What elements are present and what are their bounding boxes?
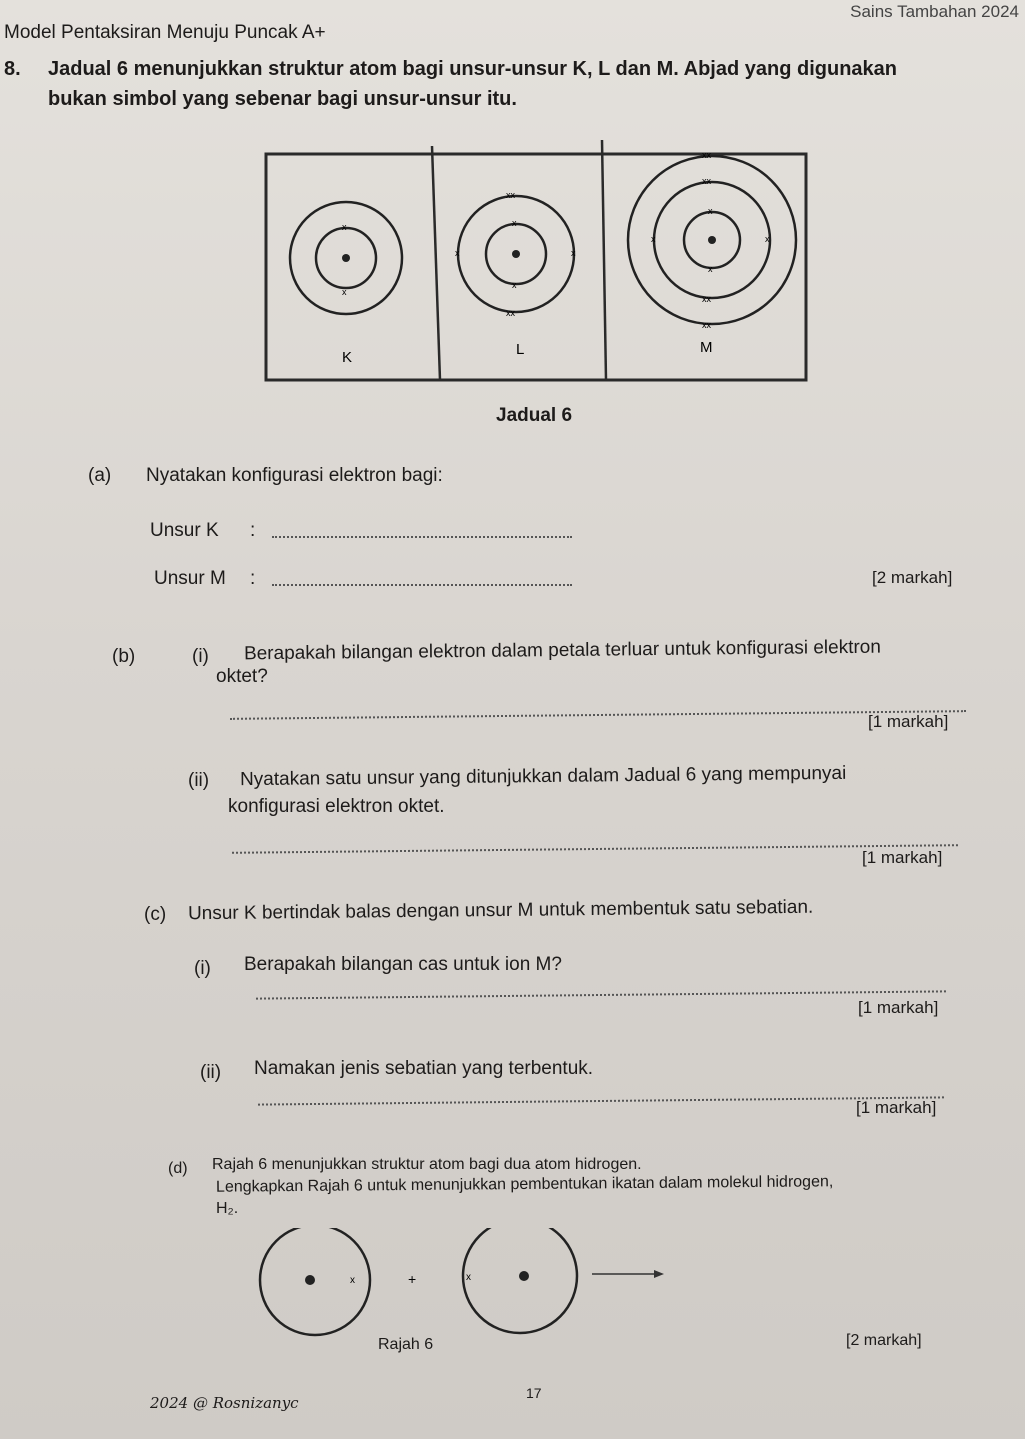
part-a-prompt: Nyatakan konfigurasi elektron bagi: <box>146 465 443 486</box>
part-c-i-marks: [1 markah] <box>858 998 939 1017</box>
part-c-ii-label: (ii) <box>200 1062 222 1083</box>
part-b-ii-line2: konfigurasi elektron oktet. <box>228 796 445 817</box>
part-a-unsur-m: Unsur M <box>154 568 226 589</box>
atom-l-diagram <box>455 190 576 318</box>
atom-k-diagram <box>290 202 402 314</box>
part-b-i-line1: Berapakah bilangan elektron dalam petala terluar untuk konfigurasi elektron <box>243 636 881 665</box>
part-a-marks: [2 markah] <box>872 568 953 587</box>
answer-line-unsur-m[interactable] <box>272 584 572 586</box>
svg-text:x: x <box>512 280 517 290</box>
part-c-i-label: (i) <box>194 958 211 979</box>
svg-text:xx: xx <box>506 308 515 318</box>
part-b-ii-marks: [1 markah] <box>862 848 943 867</box>
part-b-ii-label: (ii) <box>188 770 210 791</box>
hydrogen-atom-2 <box>463 1228 577 1333</box>
table-divider-1 <box>432 146 440 380</box>
label-l: L <box>516 341 525 358</box>
answer-line-unsur-k[interactable] <box>272 536 572 538</box>
atom-k-nucleus <box>342 254 350 262</box>
part-a-label: (a) <box>88 465 112 486</box>
part-d-line3: H₂. <box>216 1200 239 1217</box>
atom-l-nucleus <box>512 250 520 258</box>
reaction-arrow-icon <box>592 1270 664 1278</box>
part-d-label: (d) <box>168 1160 188 1177</box>
part-a-unsur-k: Unsur K <box>150 520 219 541</box>
part-d-marks: [2 markah] <box>846 1332 922 1349</box>
question-stem-line2: bukan simbol yang sebenar bagi unsur-unsur itu. <box>48 88 517 110</box>
hydrogen-1-nucleus <box>305 1275 315 1285</box>
svg-text:x: x <box>651 234 656 244</box>
svg-text:xx: xx <box>702 176 711 186</box>
part-c-label: (c) <box>144 904 167 925</box>
part-c-i-text: Berapakah bilangan cas untuk ion M? <box>244 954 562 975</box>
atom-m-nucleus <box>708 236 716 244</box>
svg-text:xx: xx <box>702 294 711 304</box>
plus-sign: + <box>408 1271 417 1287</box>
figure-caption: Rajah 6 <box>378 1336 434 1353</box>
part-b-ii-line1: Nyatakan satu unsur yang ditunjukkan dalam Jadual 6 yang mempunyai <box>239 762 847 791</box>
svg-text:x: x <box>571 248 576 258</box>
answer-line-c-ii[interactable] <box>258 1096 944 1105</box>
question-number: 8. <box>4 58 21 80</box>
svg-text:x: x <box>708 206 713 216</box>
svg-text:x: x <box>342 287 347 297</box>
part-d-line1: Rajah 6 menunjukkan struktur atom bagi dua atom hidrogen. <box>212 1156 642 1173</box>
table-border <box>266 154 806 380</box>
svg-text:x: x <box>466 1272 471 1283</box>
label-m: M <box>700 339 713 356</box>
part-b-i-line2: oktet? <box>216 666 268 687</box>
footer-signature: 2024 @ Rosnizanyc <box>150 1394 299 1412</box>
svg-text:x: x <box>765 234 770 244</box>
part-c-ii-text: Namakan jenis sebatian yang terbentuk. <box>254 1058 594 1079</box>
part-b-i-label: (i) <box>192 646 209 667</box>
hydrogen-atoms-diagram <box>250 1228 680 1340</box>
part-d-line2: Lengkapkan Rajah 6 untuk menunjukkan pembentukan ikatan dalam molekul hidrogen, <box>215 1173 834 1196</box>
svg-text:x: x <box>708 264 713 274</box>
answer-line-c-i[interactable] <box>256 990 946 999</box>
svg-text:x: x <box>350 1275 355 1286</box>
header-title: Model Pentaksiran Menuju Puncak A+ <box>4 22 326 43</box>
hydrogen-atom-1 <box>260 1228 370 1335</box>
page-number: 17 <box>526 1385 542 1401</box>
part-b-label: (b) <box>112 646 136 667</box>
svg-text:x: x <box>455 248 460 258</box>
question-stem-line1: Jadual 6 menunjukkan struktur atom bagi unsur-unsur K, L dan M. Abjad yang digunakan <box>48 58 898 80</box>
part-c-prompt: Unsur K bertindak balas dengan unsur M untuk membentuk satu sebatian. <box>187 896 814 925</box>
part-c-ii-marks: [1 markah] <box>856 1098 937 1117</box>
svg-text:xx: xx <box>702 320 711 330</box>
part-a-colon-m: : <box>250 568 256 589</box>
part-a-colon-k: : <box>250 520 256 541</box>
answer-line-b-i[interactable] <box>230 710 966 720</box>
table-divider-2 <box>602 140 606 380</box>
hydrogen-2-nucleus <box>519 1271 529 1281</box>
svg-text:x: x <box>512 218 517 228</box>
label-k: K <box>342 349 353 366</box>
svg-text:xx: xx <box>506 190 515 200</box>
atom-m-diagram <box>628 150 796 330</box>
svg-text:xx: xx <box>702 150 711 160</box>
atom-structure-table <box>262 130 812 386</box>
answer-line-b-ii[interactable] <box>232 844 958 854</box>
table-caption: Jadual 6 <box>496 405 573 426</box>
part-b-i-marks: [1 markah] <box>868 712 949 731</box>
svg-text:x: x <box>342 222 347 232</box>
header-subject: Sains Tambahan 2024 <box>850 2 1019 21</box>
